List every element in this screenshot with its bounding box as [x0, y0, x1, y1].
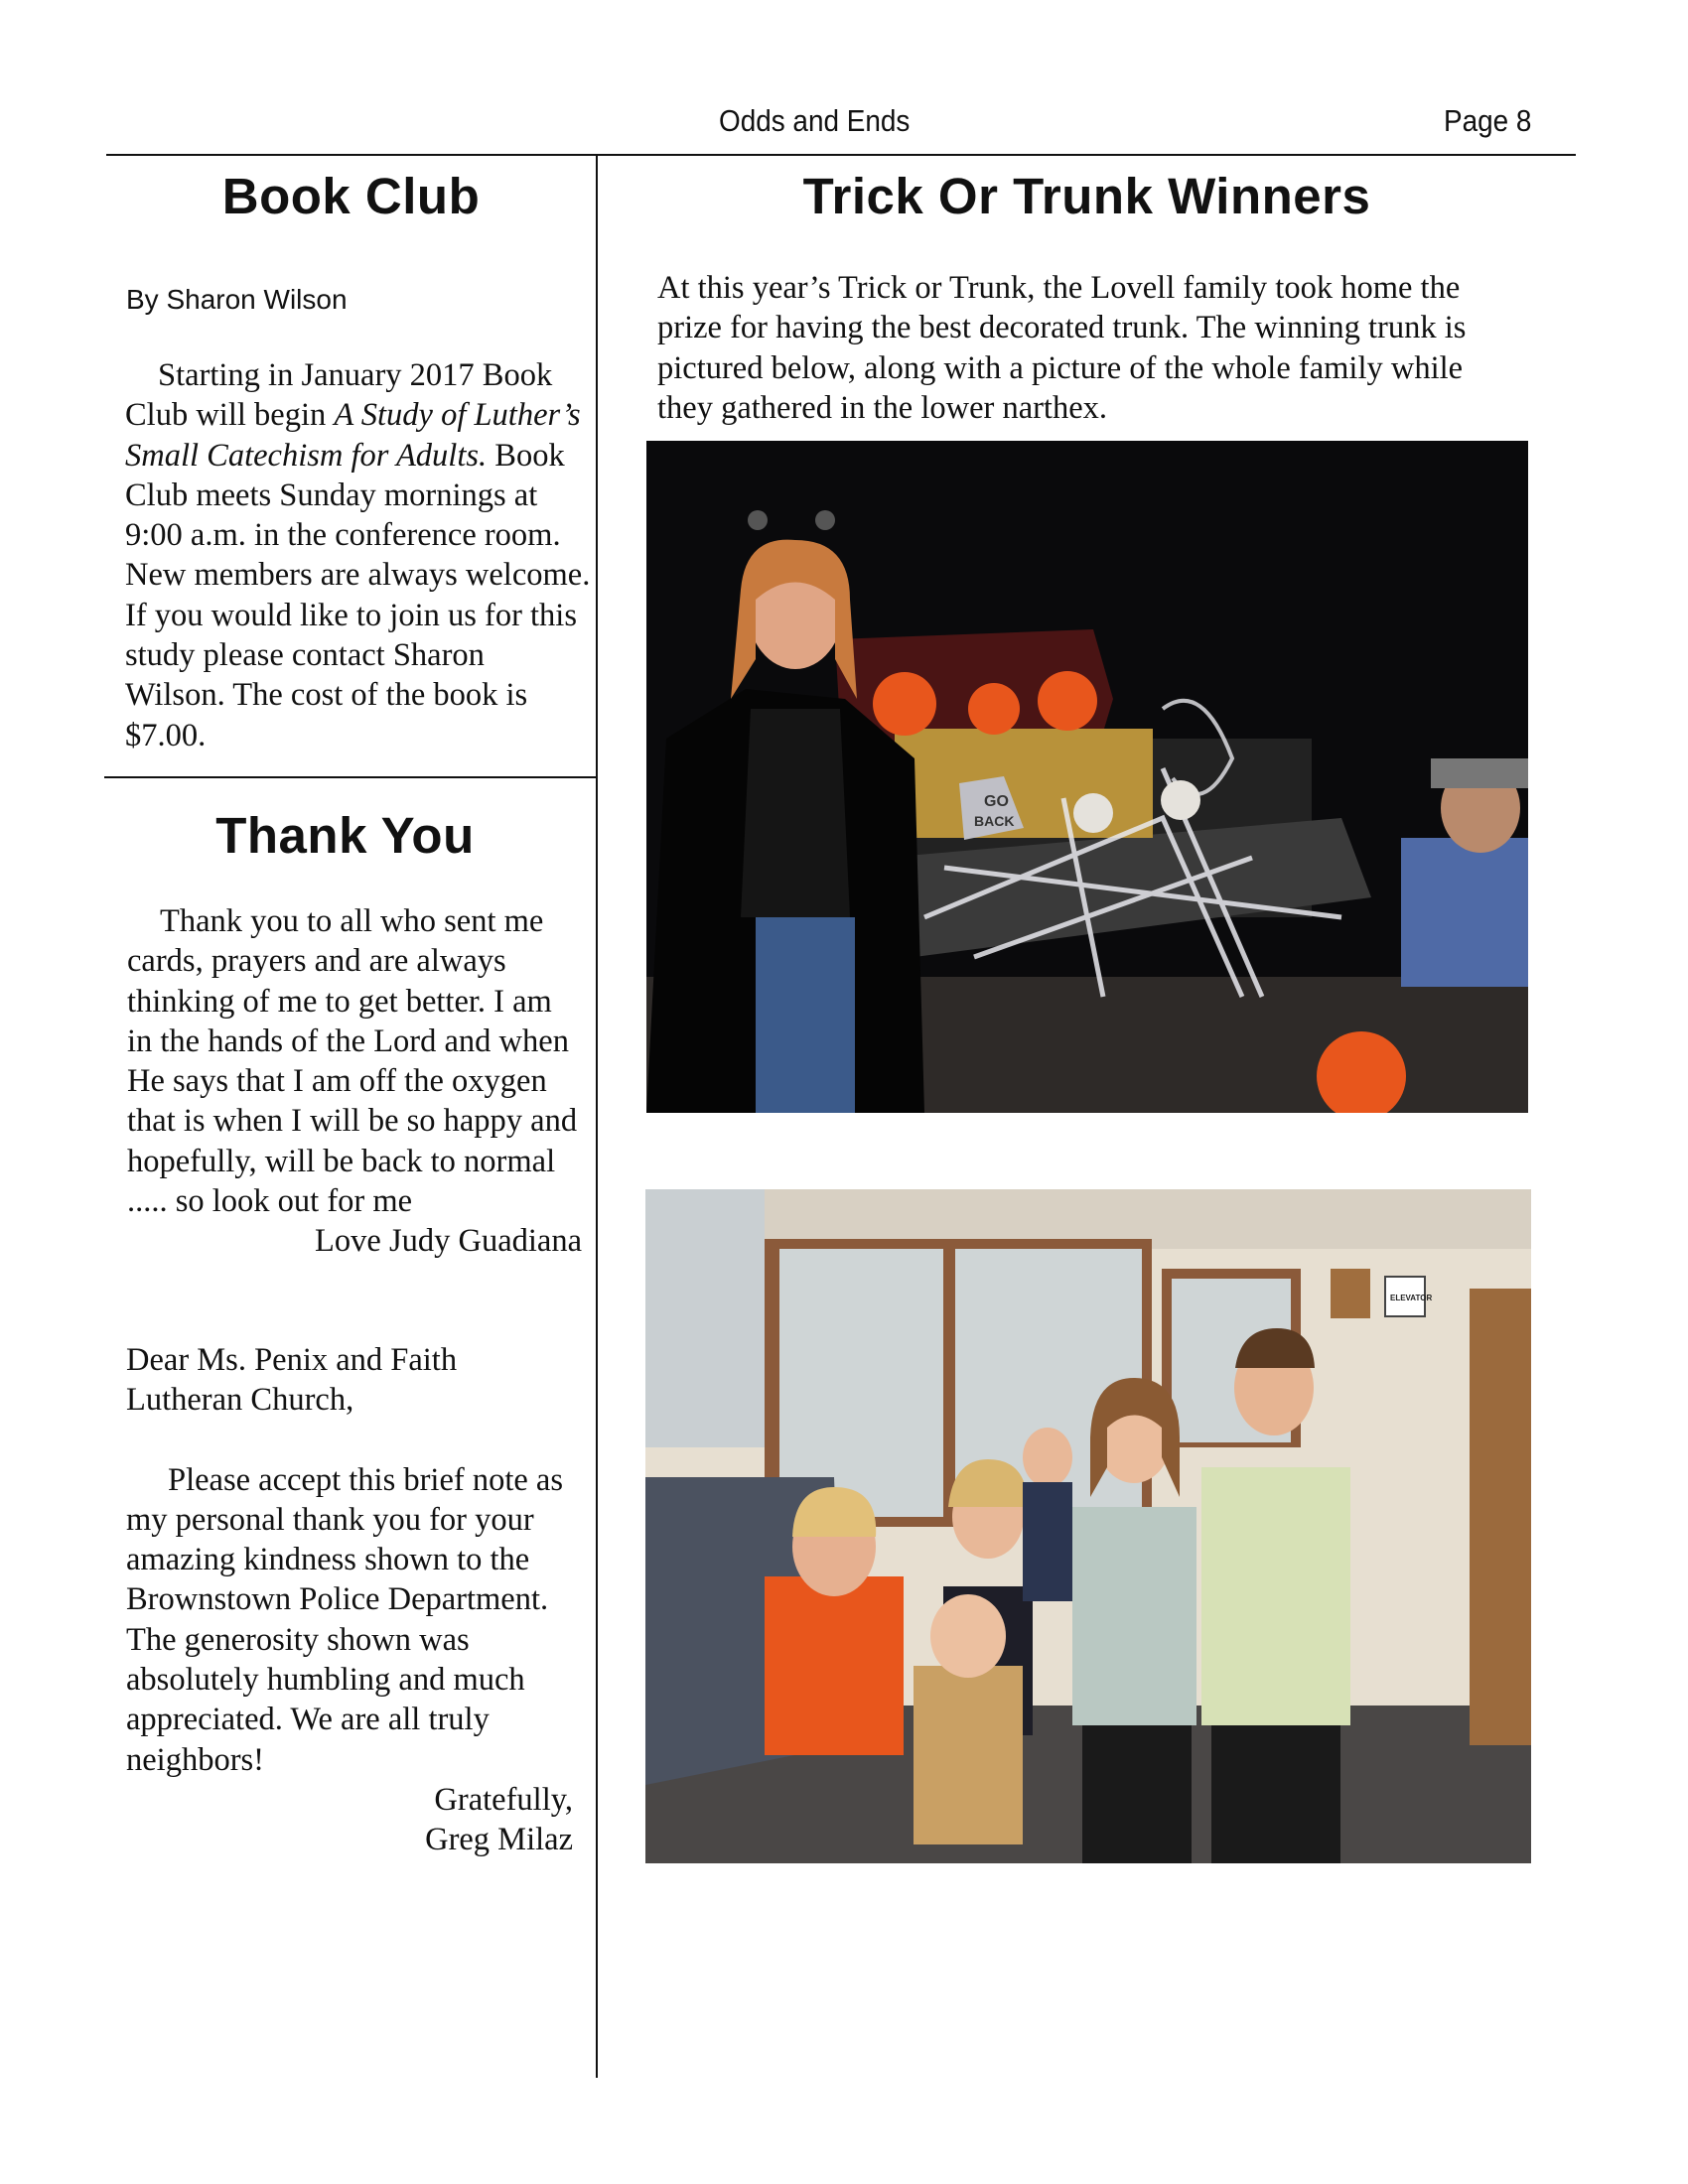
book-club-text-1: Starting in January 2017 Book Club will begin — [125, 357, 553, 434]
page-number: Page 8 — [1444, 103, 1532, 138]
letter-closing: Gratefully, — [434, 1781, 573, 1818]
trunk-photo — [646, 441, 1528, 1113]
letter-signature: Greg Milaz — [425, 1822, 573, 1858]
trick-or-trunk-text: At this year’s Trick or Trunk, the Lovell family took home the prize for having the best decorated trunk. The winning trunk is pictured below, along with a picture of the whole family while they gathered in the lower narthex. — [657, 270, 1467, 426]
book-club-title: Book Club — [221, 168, 481, 224]
judy-note — [127, 901, 582, 1262]
column-divider — [596, 156, 598, 2078]
letter-body: Please accept this brief note as my personal thank you for your amazing kindness shown to the Brownstown Police Department. The generosity shown was absolutely humbling and much appreciated. We are all truly neighbors! — [126, 1461, 563, 1778]
judy-signature: Love Judy Guadiana — [315, 1223, 582, 1260]
judy-note-text: Thank you to all who sent me cards, prayers and are always thinking of me to get better. I am in the hands of the Lord and when He says that I am off the oxygen that is when I will be so happy and hopefully, will be back to normal ..... so look out for me — [127, 903, 578, 1220]
book-club-text-2: Book Club meets Sunday mornings at 9:00 a.m. in the conference room. New members are always welcome. If you would like to join us for this study please contact Sharon Wilson. The cost of the book is $7.00. — [125, 437, 591, 753]
police-letter — [126, 1340, 573, 1860]
book-title: A Study of Luther’s Small Catechism for Adults. — [125, 397, 581, 474]
section-divider — [104, 776, 598, 778]
thank-you-title: Thank You — [215, 807, 475, 864]
trick-or-trunk-title: Trick Or Trunk Winners — [802, 168, 1371, 224]
book-club-article — [125, 355, 592, 755]
section-header: Odds and Ends — [719, 103, 911, 138]
elevator-sign: ELEVATOR — [1390, 1294, 1433, 1302]
book-club-byline: By Sharon Wilson — [126, 284, 348, 315]
header-rule — [106, 154, 1576, 156]
letter-salutation: Dear Ms. Penix and Faith Lutheran Church, — [126, 1342, 458, 1419]
trunk-sign-line2: BACK — [974, 813, 1015, 829]
trunk-sign-line1: GO — [984, 793, 1009, 810]
family-photo — [645, 1189, 1531, 1863]
